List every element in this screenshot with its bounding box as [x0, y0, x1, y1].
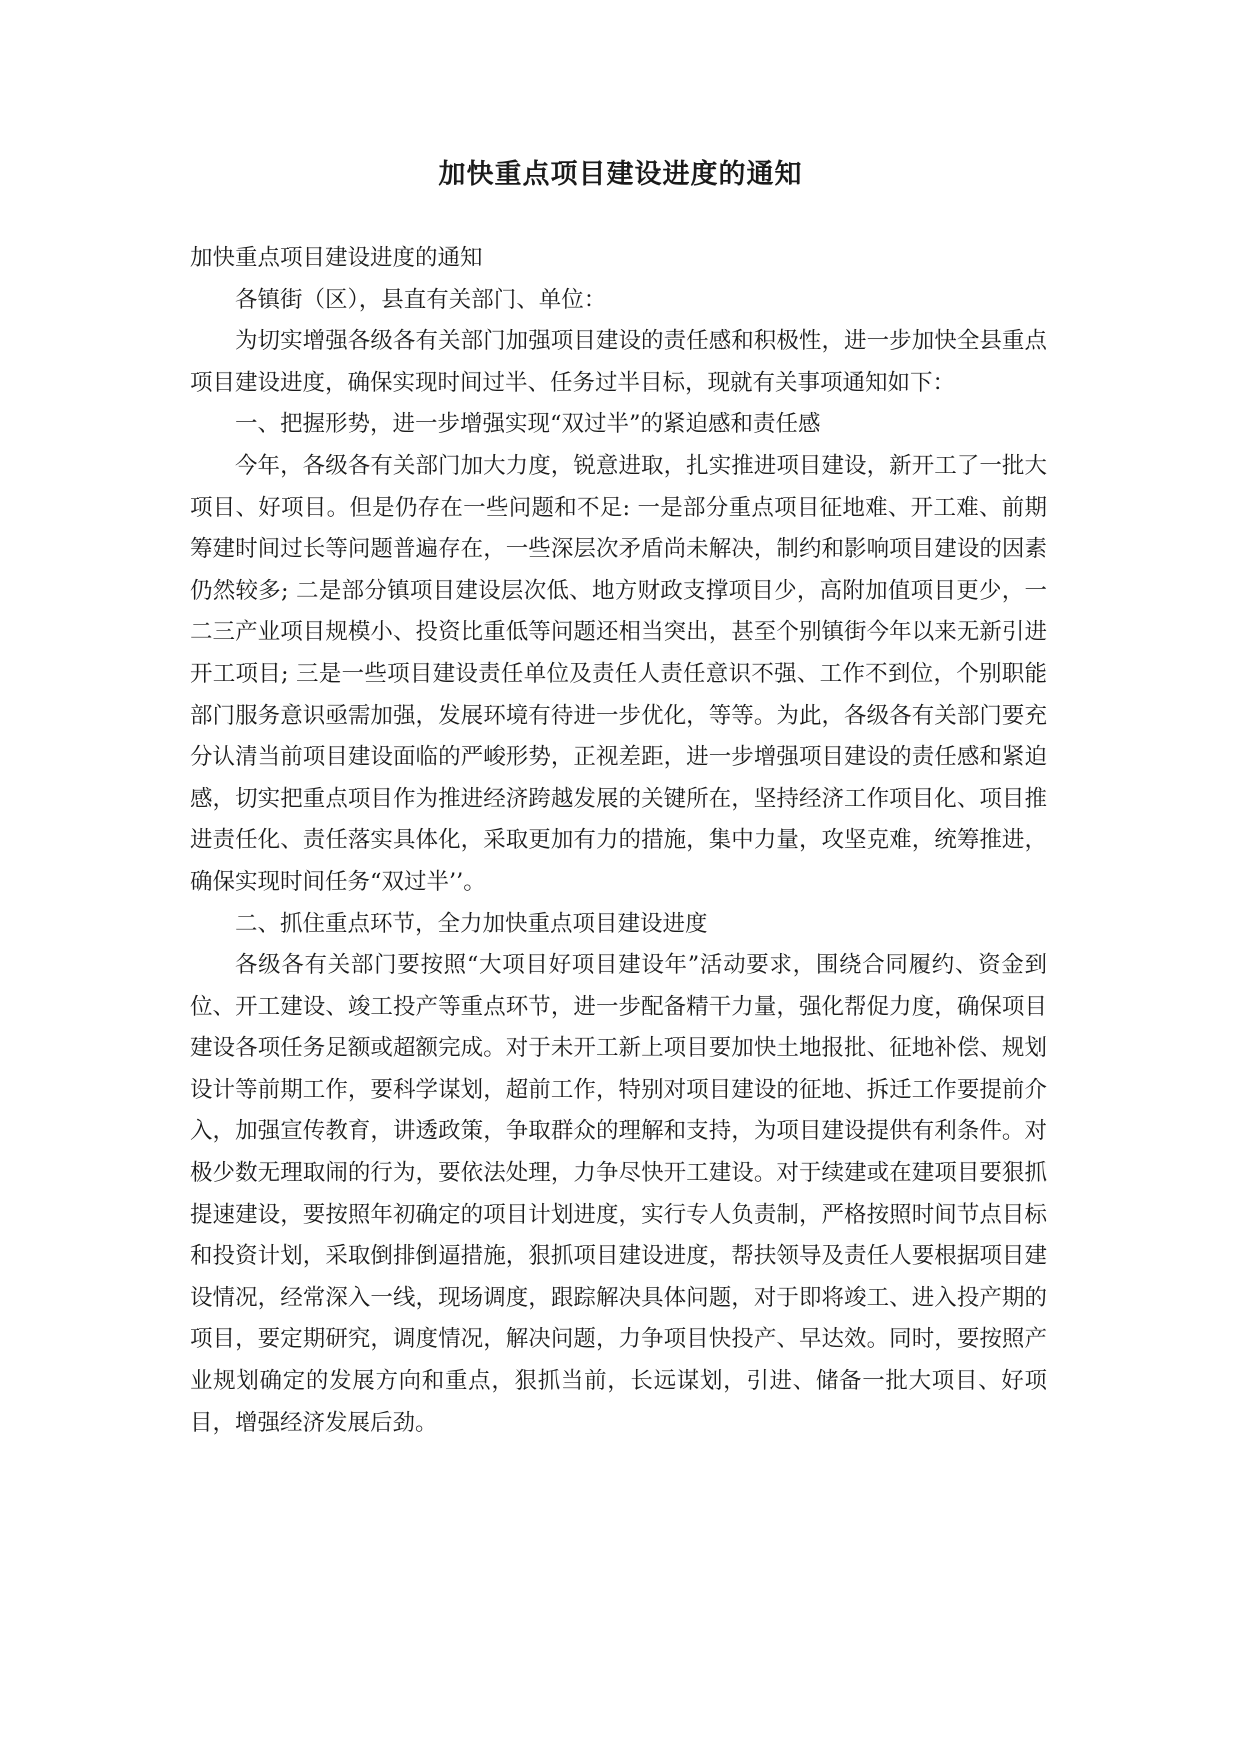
section-1-paragraph: 今年，各级各有关部门加大力度，锐意进取，扎实推进项目建设，新开工了一批大项目、好项目。但是仍存在一些问题和不足: 一是部分重点项目征地难、开工难、前期筹建时间过长等问题普遍存在，一些深层次矛盾尚未解决，制约和影响项目建设的因素仍然较多; 二是部分镇项目建设层次低、地方财政支撑项目少，高附加值项目更少，一二三产业项目规模小、投资比重低等问题还相当突出，甚至个别镇街今年以来无新引进开工项目; 三是一些项目建设责任单位及责任人责任意识不强、工作不到位，个别职能部门服务意识亟需加强，发展环境有待进一步优化，等等。为此，各级各有关部门要充分认清当前项目建设面临的严峻形势，正视差距，进一步增强项目建设的责任感和紧迫感，切实把重点项目作为推进经济跨越发展的关键所在，坚持经济工作项目化、项目推进责任化、责任落实具体化，采取更加有力的措施，集中力量，攻坚克难，统筹推进，确保实现时间任务“双过半’’。 — [190, 452, 1047, 895]
subtitle-line: 加快重点项目建设进度的通知 — [190, 245, 483, 271]
document-body — [190, 238, 1047, 1444]
salutation: 各镇街（区），县直有关部门、单位： — [235, 286, 607, 313]
section-heading-2: 二、抓住重点环节，全力加快重点项目建设进度 — [235, 910, 708, 937]
document-title: 加快重点项目建设进度的通知 — [438, 159, 803, 190]
section-heading-1: 一、把握形势，进一步增强实现“双过半”的紧迫感和责任感 — [235, 411, 821, 438]
intro-paragraph: 为切实增强各级各有关部门加强项目建设的责任感和积极性，进一步加快全县重点项目建设进度，确保实现时间过半、任务过半目标，现就有关事项通知如下： — [190, 328, 1047, 396]
section-2-paragraph: 各级各有关部门要按照“大项目好项目建设年”活动要求，围绕合同履约、资金到位、开工建设、竣工投产等重点环节，进一步配备精干力量，强化帮促力度，确保项目建设各项任务足额或超额完成。对于未开工新上项目要加快土地报批、征地补偿、规划设计等前期工作，要科学谋划，超前工作，特别对项目建设的征地、拆迁工作要提前介入，加强宣传教育，讲透政策，争取群众的理解和支持，为项目建设提供有利条件。对极少数无理取闹的行为，要依法处理，力争尽快开工建设。对于续建或在建项目要狠抓提速建设，要按照年初确定的项目计划进度，实行专人负责制，严格按照时间节点目标和投资计划，采取倒排倒逼措施，狠抓项目建设进度，帮扶领导及责任人要根据项目建设情况，经常深入一线，现场调度，跟踪解决具体问题，对于即将竣工、进入投产期的项目，要定期研究，调度情况，解决问题，力争项目快投产、早达效。同时，要按照产业规划确定的发展方向和重点，狠抓当前，长远谋划，引进、储备一批大项目、好项目，增强经济发展后劲。 — [190, 952, 1047, 1436]
